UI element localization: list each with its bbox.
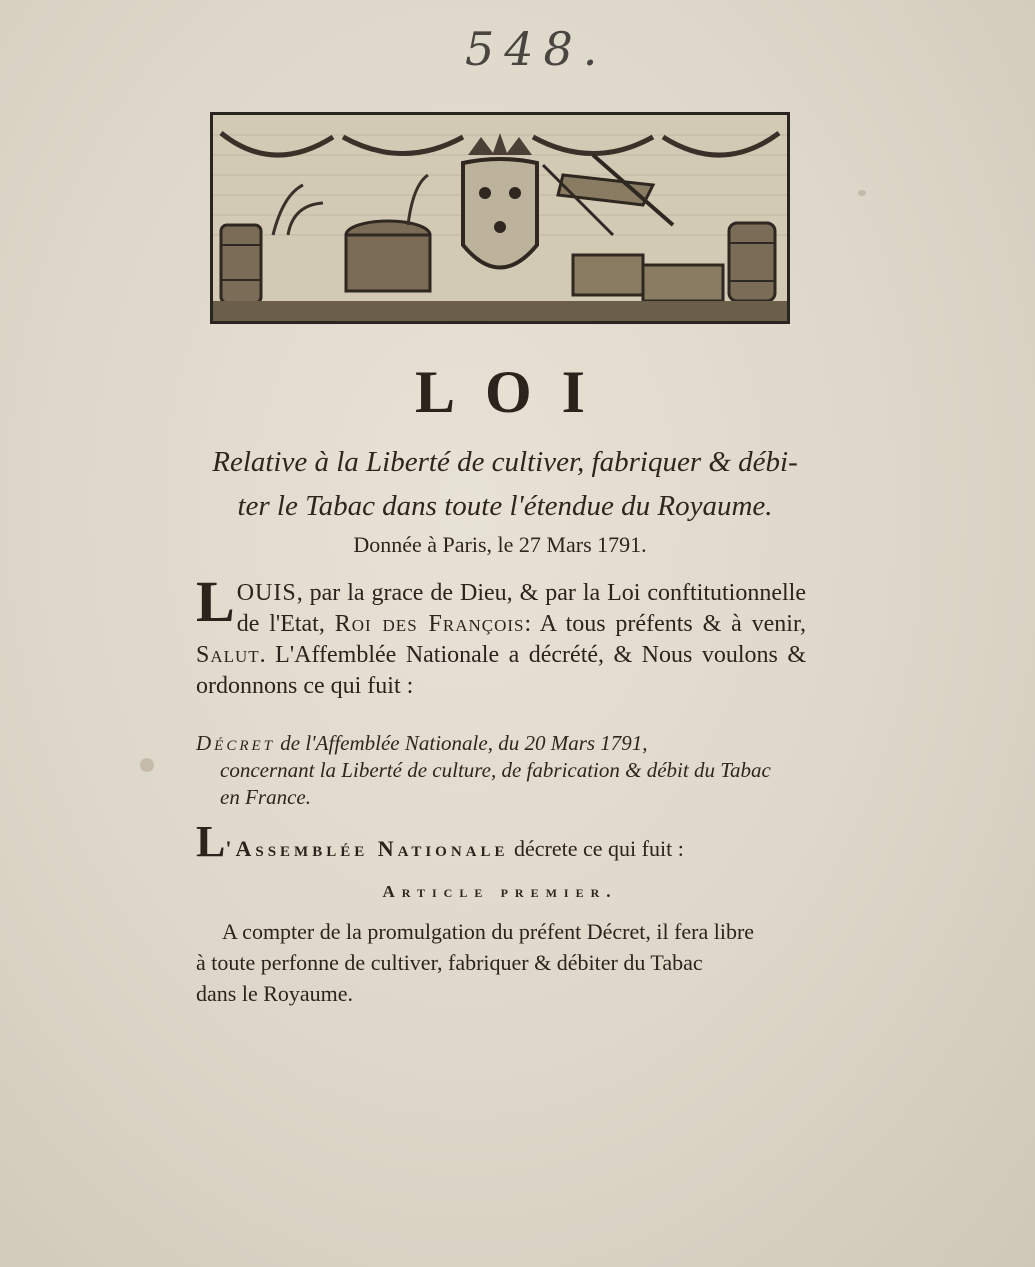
subtitle-line: Relative à la Liberté de cultiver, fabriquer & débi- (212, 446, 798, 478)
handwritten-number: 548. (465, 22, 608, 76)
article-heading: Article premier. (382, 882, 618, 901)
preamble-paragraph (196, 569, 806, 702)
article-text: A compter de la promulgation du préfent Décret, il fera libre (222, 919, 755, 944)
decree-text: en France. (220, 785, 311, 809)
preamble-name: OUIS (236, 580, 297, 606)
ink-stain (858, 190, 866, 196)
drop-cap: L (196, 569, 235, 634)
ink-stain (140, 758, 154, 772)
vignette-illustration (213, 115, 787, 321)
article-text: à toute perfonne de cultiver, fabriquer & débiter du Tabac (196, 950, 703, 975)
article-paragraph (196, 916, 816, 1009)
assembly-name: 'Assemblée Nationale (225, 836, 509, 861)
preamble-text: : A tous préfents & à venir, (524, 611, 806, 637)
drop-cap: L (196, 817, 226, 866)
preamble-text: , par la grace de Dieu, & par la Loi conftitutionnelle de l'Etat, (236, 580, 806, 637)
date-line: Donnée à Paris, le 27 Mars 1791. (353, 532, 647, 557)
engraved-vignette (210, 112, 790, 324)
decree-text: de l'Affemblée Nationale, du 20 Mars 1791, (275, 731, 648, 755)
preamble-text: . L'Affemblée Nationale a décrété, & Nous voulons & ordonnons ce qui fuit : (196, 642, 806, 699)
document-subtitle (185, 440, 825, 528)
subtitle-line: ter le Tabac dans toute l'étendue du Royaume. (237, 490, 773, 522)
decree-heading (196, 730, 796, 811)
preamble-roi: Roi des François (334, 611, 525, 637)
assembly-text: décrete ce qui fuit : (508, 836, 684, 861)
preamble-salut: Salut (196, 642, 260, 668)
article-text: dans le Royaume. (196, 981, 354, 1006)
decree-text: concernant la Liberté de culture, de fabrication & débit du Tabac (220, 758, 771, 782)
document-title: LOI (414, 359, 616, 425)
decree-lead: Décret (196, 731, 276, 755)
assembly-line (196, 817, 806, 866)
